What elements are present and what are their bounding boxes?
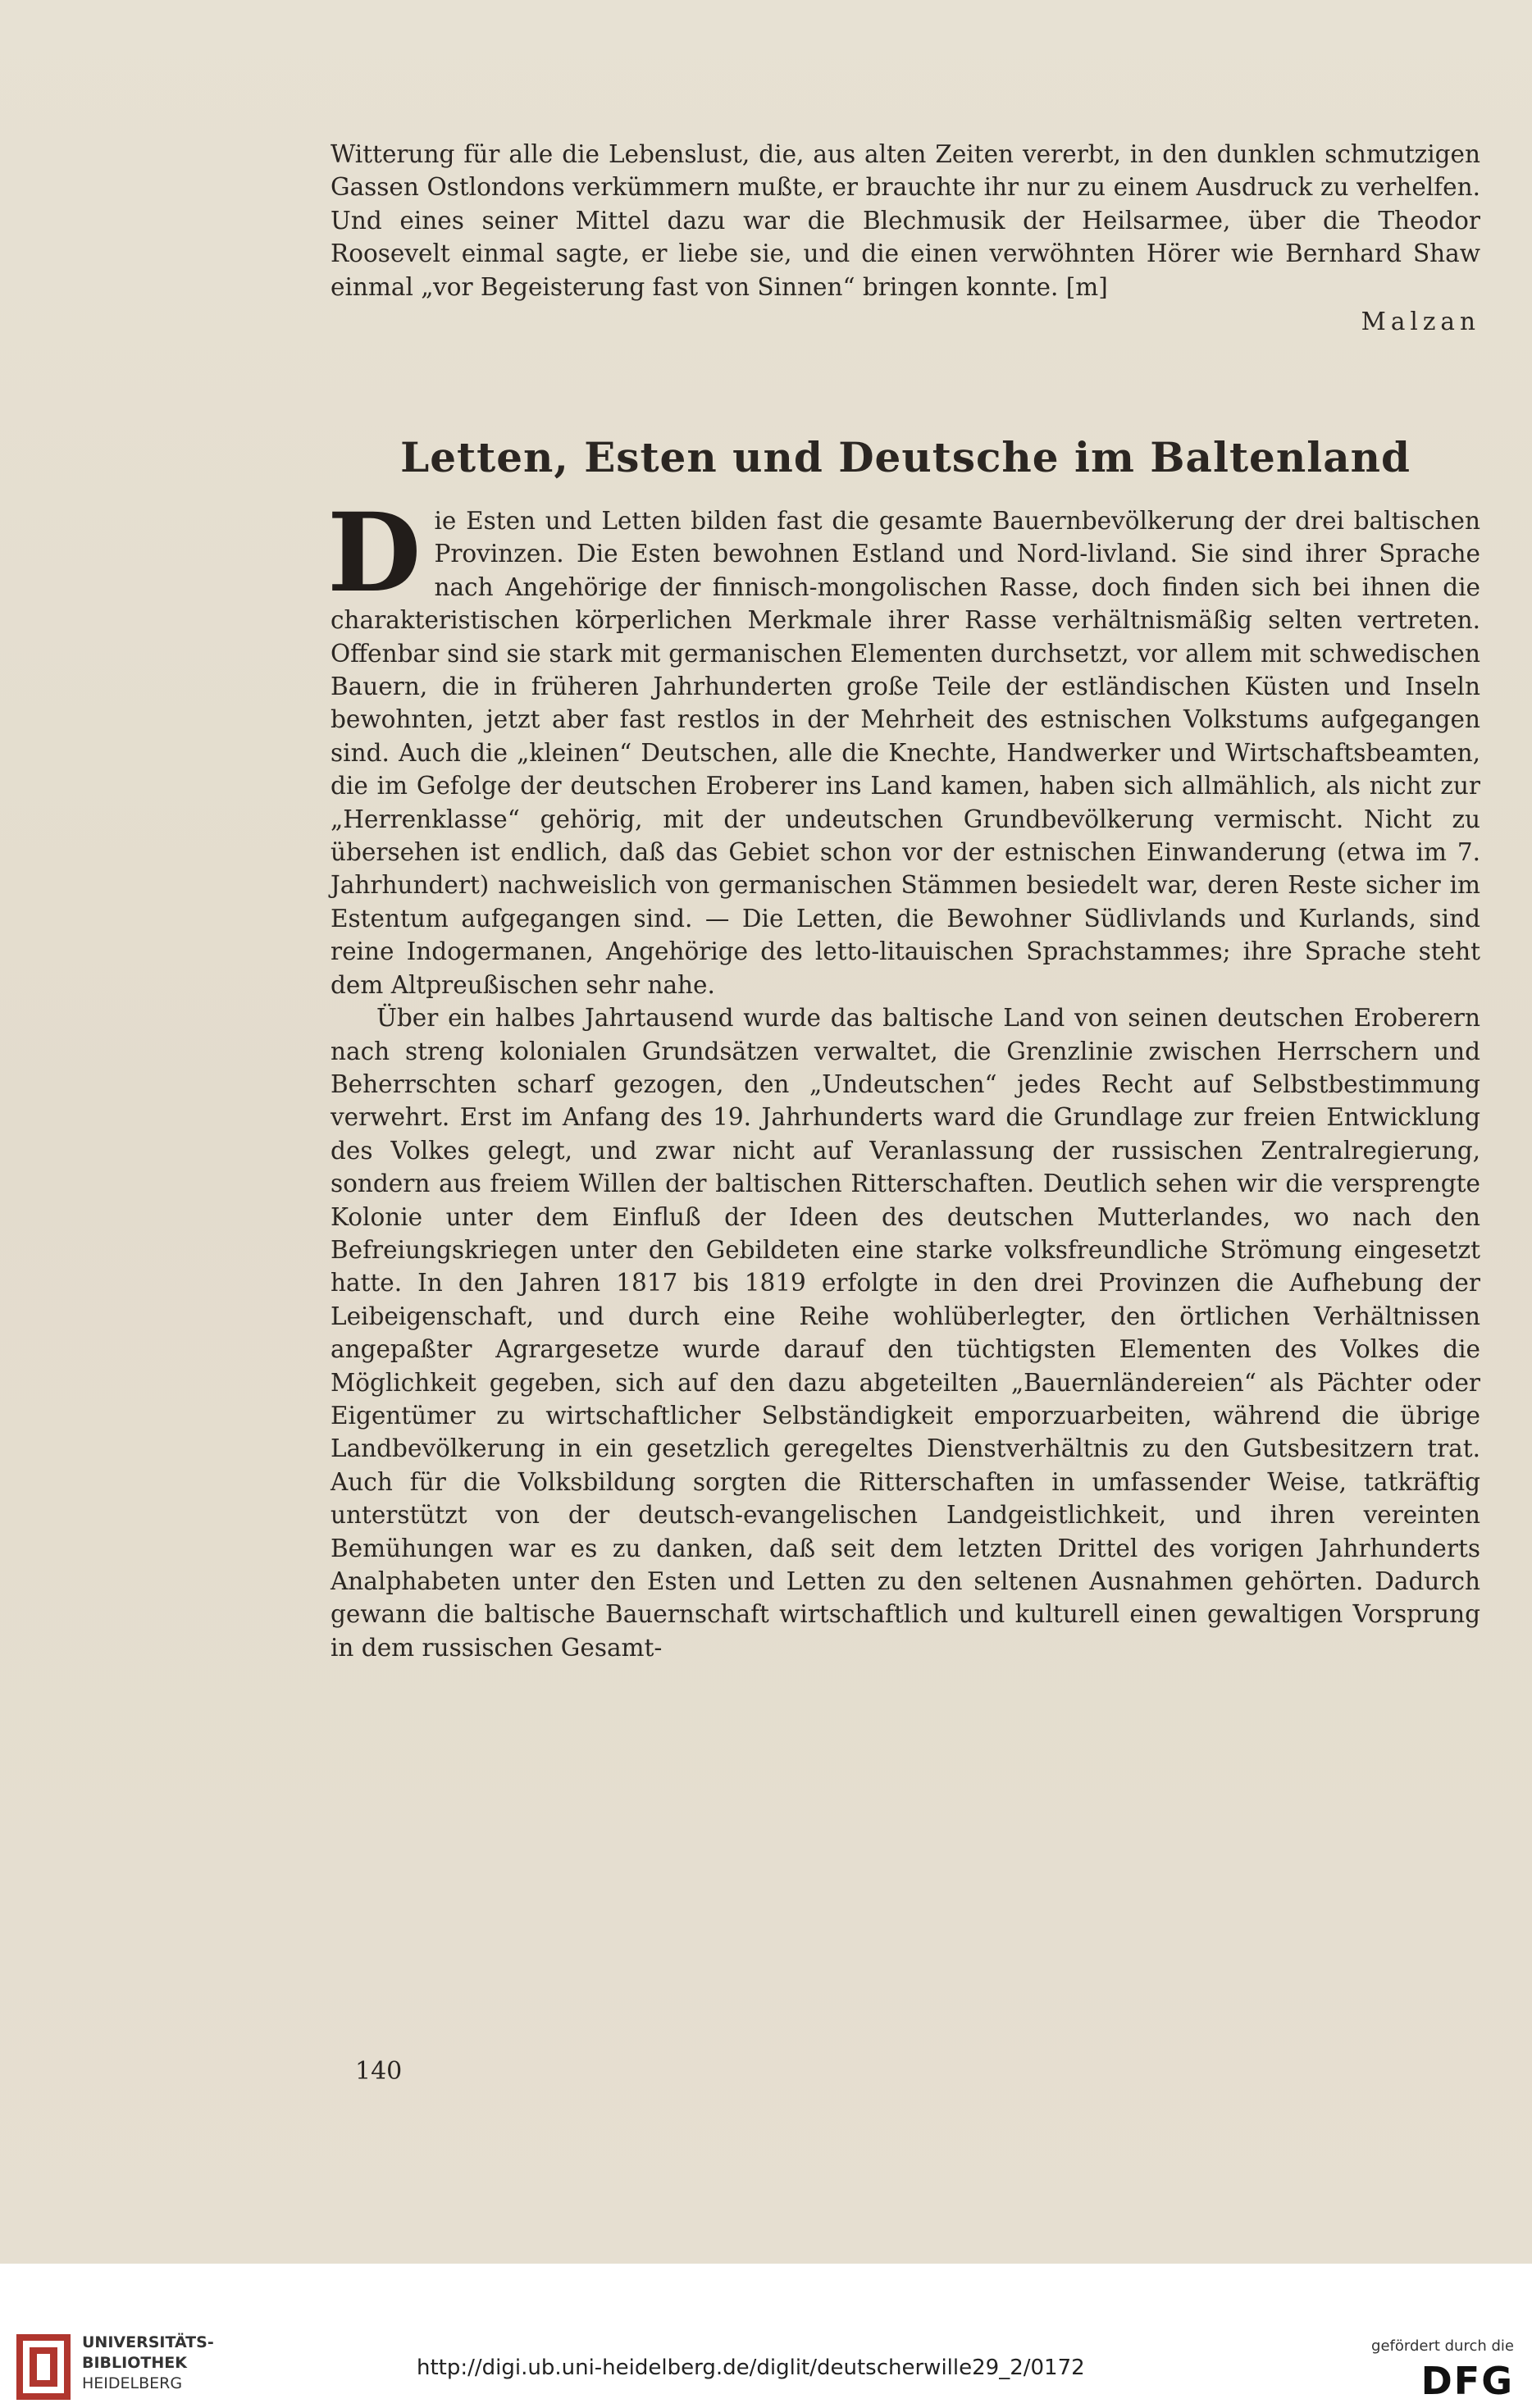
intro-paragraph: Witterung für alle die Lebenslust, die, aus alten Zeiten vererbt, in den dunklen schmutzigen Gassen Ostlondons verkümmern mußte, er brauchte ihr nur zu einem Ausdruck zu verhelfen. Und eines seiner Mittel dazu war die Blechmusik der Heilsarmee, über die Theodor Roosevelt einmal sagte, er liebe sie, und die einen verwöhnten Hörer wie Bernhard Shaw einmal „vor Begeisterung fast von Sinnen“ bringen konnte. [m] [331,140,1480,301]
funded-by-label: gefördert durch die [1371,2337,1514,2355]
article-body [327,490,1480,1664]
drop-cap-initial: D [327,490,422,617]
university-seal-icon [15,2333,72,2401]
university-name: UNIVERSITÄTS- BIBLIOTHEK HEIDELBERG [82,2333,214,2392]
source-url-link[interactable]: http://digi.ub.uni-heidelberg.de/diglit/deutscherwille29_2/0172 [417,2356,1085,2380]
author-signature: Malzan [1361,308,1480,336]
article-title: Letten, Esten und Deutsche im Baltenland [400,433,1411,481]
digitization-footer [0,2264,1532,2408]
dfg-logo: DFG [1420,2359,1514,2403]
intro-section [331,138,1480,338]
page-number: 140 [355,2057,403,2086]
article-paragraph-2: Über ein halbes Jahrtausend wurde das baltische Land von seinen deutschen Eroberern nach streng kolonialen Grundsätzen verwaltet, die Grenzlinie zwischen Herrschern und Beherrschten scharf gezogen, den „Undeutschen“ jedes Recht auf Selbstbestimmung verwehrt. Erst im Anfang des 19. Jahrhunderts ward die Grundlage zur freien Entwicklung des Volkes gelegt, und zwar nicht auf Veranlassung der russischen Zentralregierung, sondern aus freiem Willen der baltischen Ritterschaften. Deutlich sehen wir die versprengte Kolonie unter dem Einfluß der Ideen des deutschen Mutterlandes, wo nach den Befreiungskriegen unter den Gebildeten eine starke volksfreundliche Strömung eingesetzt hatte. In den Jahren 1817 bis 1819 erfolgte in den drei Provinzen die Aufhebung der Leibeigenschaft, und durch eine Reihe wohlüberlegter, den örtlichen Verhältnissen angepaßter Agrargesetze wurde darauf den tüchtigsten Elementen des Volkes die Möglichkeit gegeben, sich auf den dazu abgeteilten „Bauernländereien“ als Pächter oder Eigentümer zu wirtschaftlicher Selbständigkeit emporzuarbeiten, während die übrige Landbevölkerung in ein gesetzlich geregeltes Dienstverhältnis zu den Gutsbesitzern trat. Auch für die Volksbildung sorgten die Ritterschaften in umfassender Weise, tatkräftig unterstützt von der deutsch-evangelischen Landgeistlichkeit, und ihren vereinten Bemühungen war es zu danken, daß seit dem letzten Drittel des vorigen Jahrhunderts Analphabeten unter den Esten und Letten zu den seltenen Ausnahmen gehörten. Dadurch gewann die baltische Bauernschaft wirtschaftlich und kulturell einen gewaltigen Vorsprung in dem russischen Gesamt- [331,1004,1480,1662]
article-paragraph-1 [327,490,1480,1001]
paragraph-1-text: ie Esten und Letten bilden fast die gesamte Bauernbevölkerung der drei baltischen Provinzen. Die Esten bewohnen Estland und Nord-livland. Sie sind ihrer Sprache nach Angehörige der finnisch-mongolischen Rasse, doch finden sich bei ihnen die charakteristischen körperlichen Merkmale ihrer Rasse verhältnismäßig selten vertreten. Offenbar sind sie stark mit germanischen Elementen durchsetzt, vor allem mit schwedischen Bauern, die in früheren Jahrhunderten große Teile der estländischen Küsten und Inseln bewohnten, jetzt aber fast restlos in der Mehrheit des estnischen Volkstums aufgegangen sind. Auch die „kleinen“ Deutschen, alle die Knechte, Handwerker und Wirtschaftsbeamten, die im Gefolge der deutschen Eroberer ins Land kamen, haben sich allmählich, als nicht zur „Herrenklasse“ gehörig, mit der undeutschen Grundbevölkerung vermischt. Nicht zu übersehen ist endlich, daß das Gebiet schon vor der estnischen Einwanderung (etwa im 7. Jahrhundert) nachweislich von germanischen Stämmen besiedelt war, deren Reste sicher im Estentum aufgegangen sind. — Die Letten, die Bewohner Südlivlands und Kurlands, sind reine Indogermanen, Angehörige des letto-litauischen Sprachstammes; ihre Sprache steht dem Altpreußischen sehr nahe. [331,507,1480,999]
